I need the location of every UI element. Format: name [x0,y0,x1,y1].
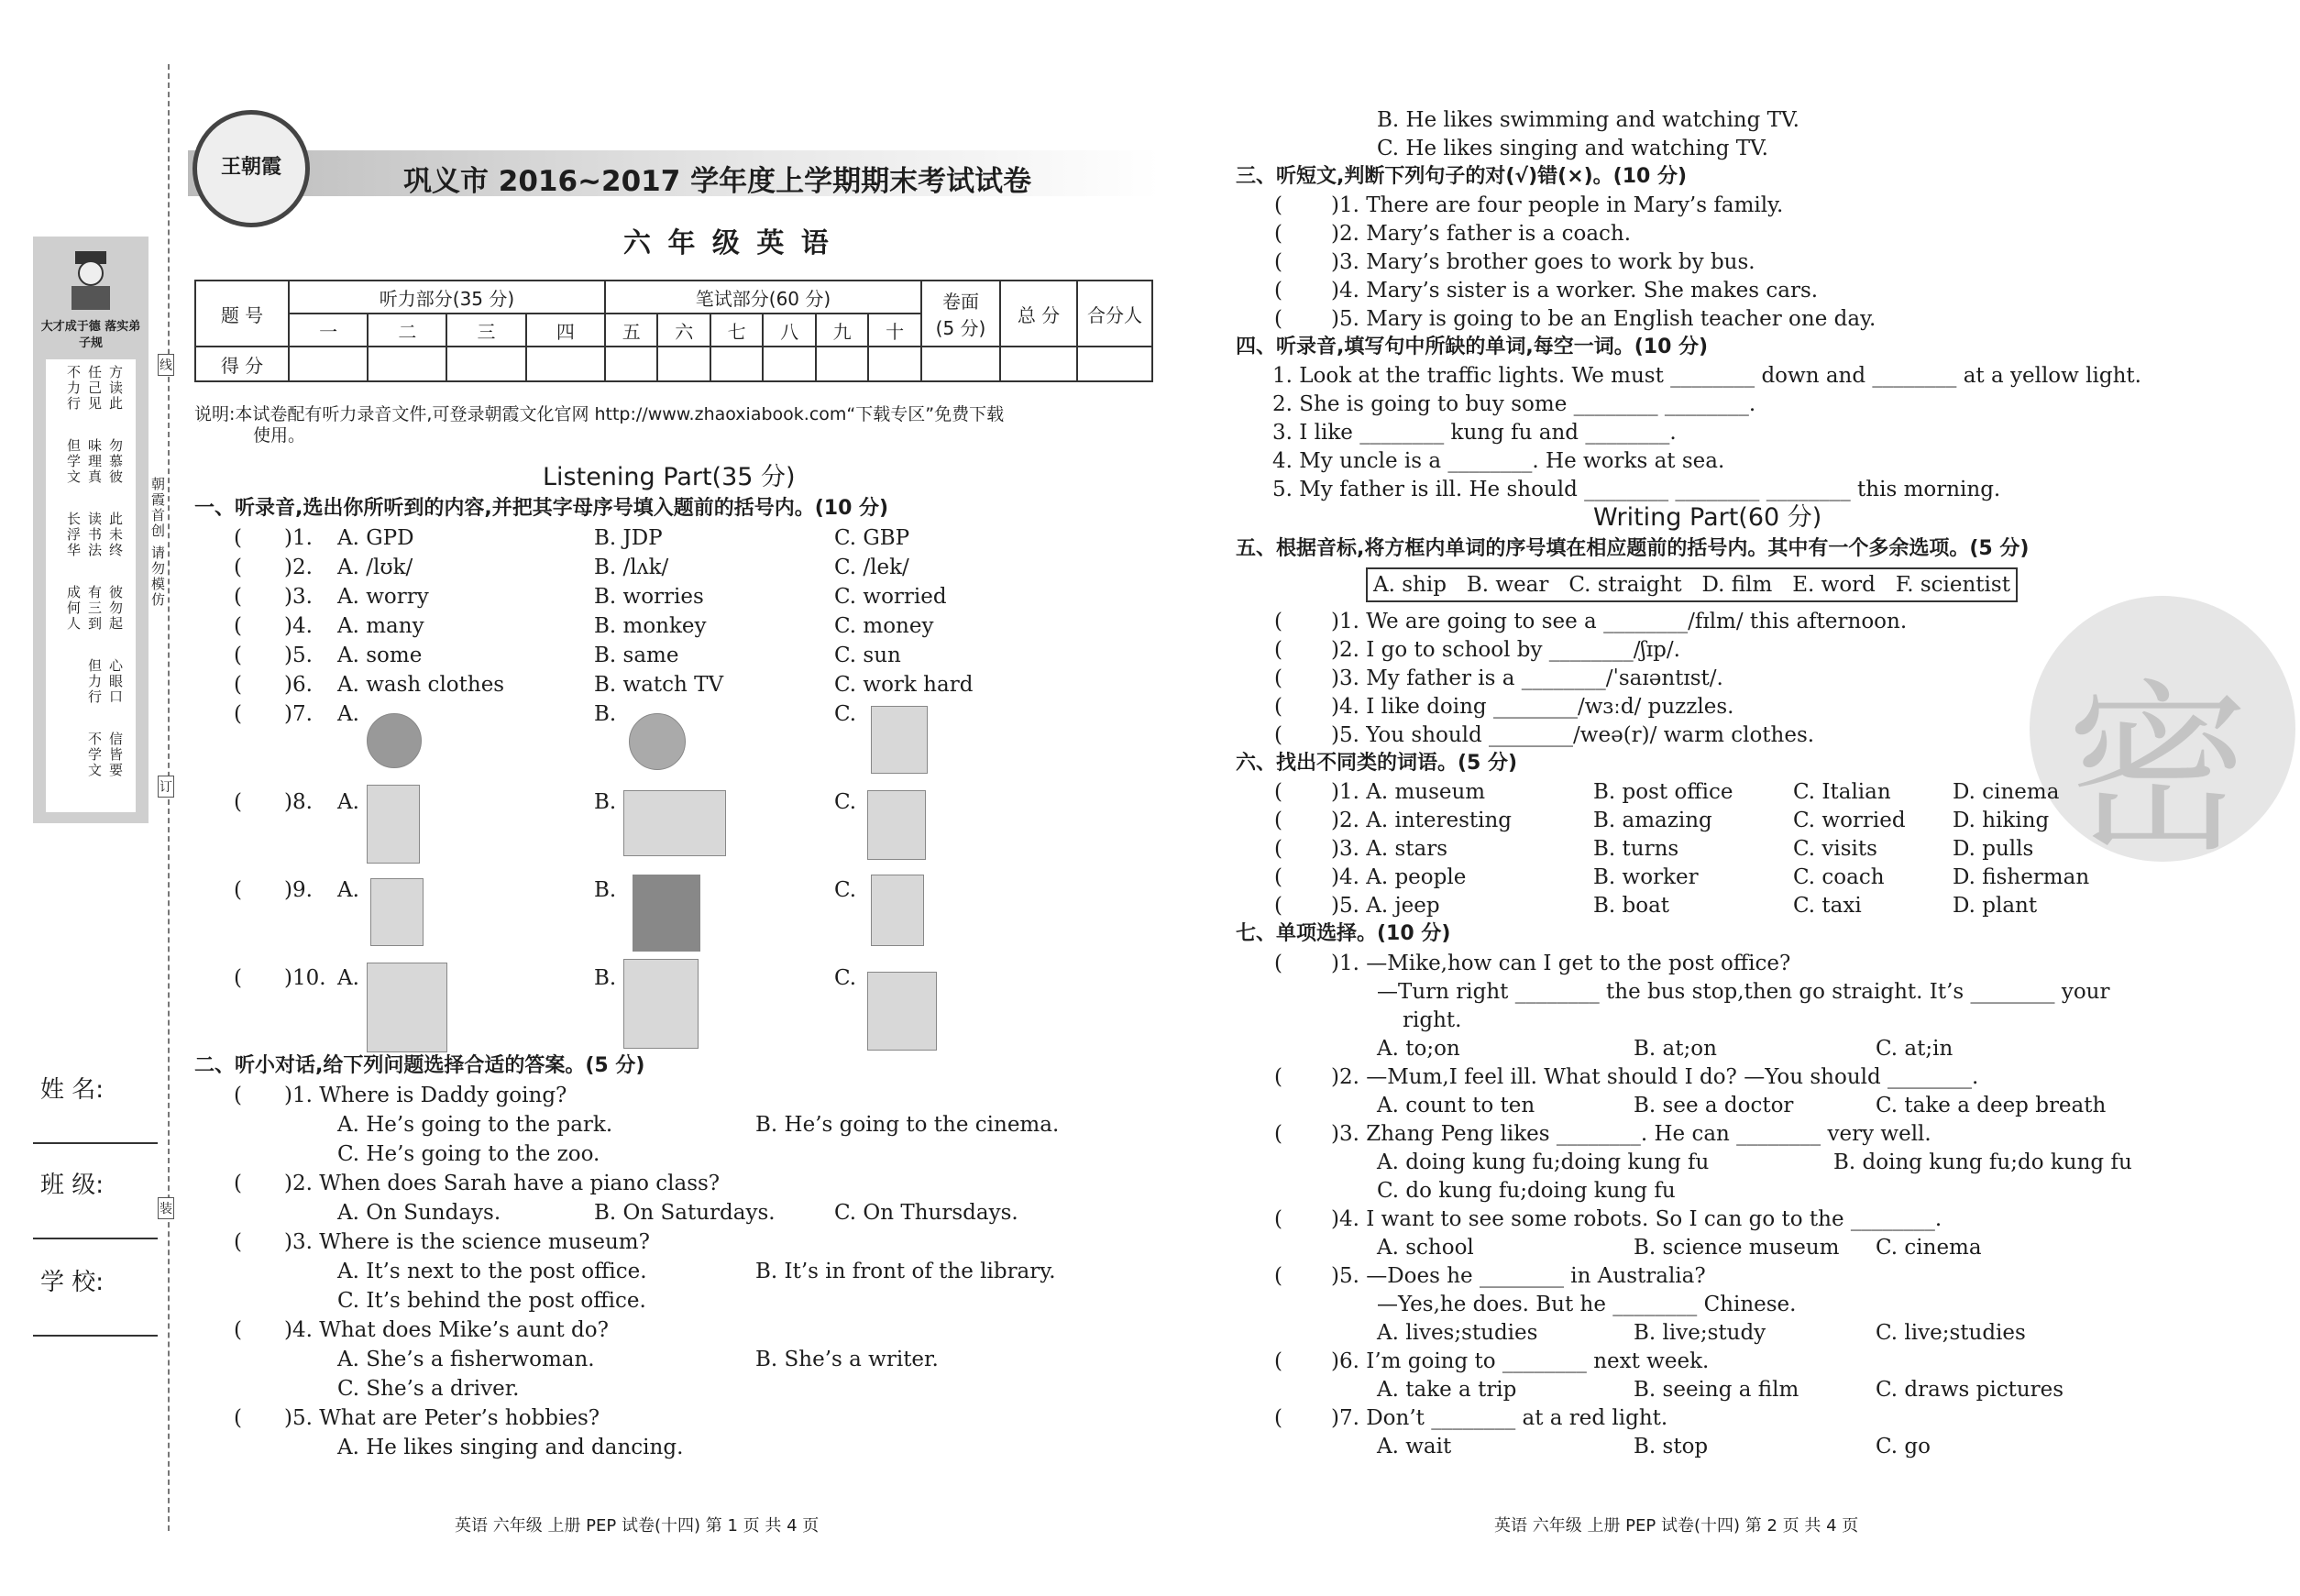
question: )3. Where is the science museum? [284,1230,650,1254]
score-header-points: (5 分) [935,317,986,339]
option-b: B. [594,702,617,726]
option-c: C. He’s going to the zoo. [337,1142,600,1166]
option-c: C. take a deep breath [1876,1094,2107,1117]
writing-part-title: Writing Part(60 分) [1593,503,1822,532]
option-c: C. [834,702,857,726]
motto-col: 方读此 [107,365,124,412]
motto-col: 信皆要 [107,732,124,778]
listening-part-title: Listening Part(35 分) [543,463,796,491]
phonetic-item: )4. I like doing ________/wɜːd/ puzzles. [1331,695,1734,719]
score-cell[interactable] [605,347,657,381]
score-num: 三 [446,314,525,347]
option-a: A. worry [337,585,429,609]
option-b: B. monkey [594,614,707,638]
answer-paren[interactable]: ( [234,966,242,990]
option-a: A. He likes singing and dancing. [337,1436,684,1459]
section-7-title: 七、单项选择。(10 分) [1236,922,1451,945]
answer-paren[interactable]: ( [234,1406,242,1430]
football-boy-picture [367,963,447,1052]
option-a: A. [337,878,359,902]
answer-paren[interactable]: ( [234,673,242,697]
option-c: C. go [1876,1435,1931,1458]
fill-blank-item: 2. She is going to buy some ________ ________. [1272,392,1756,416]
answer-paren[interactable]: ( [1274,610,1282,633]
answer-paren[interactable]: ( [234,1084,242,1107]
option-c: C. She’s a driver. [337,1377,520,1401]
option-a: A. wash clothes [337,673,505,697]
fill-blank-item: 1. Look at the traffic lights. We must ________ down and ________ at a yellow light. [1272,364,2141,388]
score-num: 十 [868,314,921,347]
boy-cartoon-picture [367,785,420,864]
answer-paren[interactable]: ( [234,585,242,609]
option-a: A. to;on [1377,1037,1460,1061]
option-b: B. worries [594,585,704,609]
option-b: B. at;on [1634,1037,1717,1061]
option-b: B. science museum [1634,1236,1840,1260]
motto-col: 成何人 [65,585,82,632]
option-a: A. On Sundays. [337,1201,501,1225]
option-d: D. plant [1953,894,2038,918]
answer-paren[interactable]: ( [1274,894,1282,918]
fill-blank-item: 5. My father is ill. He should ________ ________ ________ this morning. [1272,478,2001,501]
score-header-label: 卷面 [942,291,979,313]
score-header: 听力部分(35 分) [289,281,605,314]
answer-paren[interactable]: ( [234,1318,242,1342]
answer-paren[interactable]: ( [1274,307,1282,331]
motto-col: 长浮华 [65,512,82,558]
option-c: C. It’s behind the post office. [337,1289,646,1313]
motto-col: 任己见 [86,365,103,412]
option-c: C. On Thursdays. [834,1201,1018,1225]
motto-col: 但学文 [65,438,82,485]
option-a: A. school [1377,1236,1474,1260]
motto-col: 有三到 [86,585,103,632]
answer-paren[interactable]: ( [234,1172,242,1195]
word-box: A. ship B. wear C. straight D. film E. word F. scientist [1366,567,2018,602]
section-1-title: 一、听录音,选出你所听到的内容,并把其字母序号填入题前的括号内。(10 分) [194,497,889,520]
phonetic-item: )1. We are going to see a ________/fɪlm/ this afternoon. [1331,610,1908,633]
option-b: B. see a doctor [1634,1094,1794,1117]
answer-paren[interactable]: ( [1274,1065,1282,1089]
section-2-title: 二、听小对话,给下列问题选择合适的答案。(5 分) [194,1054,645,1077]
question: )7. Don’t ________ at a red light. [1331,1406,1668,1430]
option-b: B. [594,878,617,902]
option-b: B. seeing a film [1634,1378,1799,1402]
storybook-picture [871,875,924,946]
answer-paren[interactable]: ( [1274,723,1282,747]
answer-paren[interactable]: ( [1274,666,1282,690]
note-line: 说明:本试卷配有听力录音文件,可登录朝霞文化官网 http://www.zhaoxiabook.com“下载专区”免费下载 [194,404,1005,424]
name-label: 姓 名: [40,1076,105,1104]
motto-col: 心眼口 [107,658,124,705]
section-6-title: 六、找出不同类的词语。(5 分) [1236,752,1518,775]
question-num: )8. [284,790,313,814]
answer-paren[interactable]: ( [1274,222,1282,246]
score-num: 一 [289,314,368,347]
phonetic-item: )2. I go to school by ________/ʃɪp/. [1331,638,1680,662]
answer-paren[interactable]: ( [1274,1122,1282,1146]
question: )5. —Does he ________ in Australia? [1331,1264,1706,1288]
option-c: C. sun [834,644,901,667]
question: )2. —Mum,I feel ill. What should I do? —You should ________. [1331,1065,1979,1089]
logo-text: 王朝霞 [220,155,281,179]
question-num: )3. [284,585,313,609]
option-a: A. lives;studies [1377,1321,1538,1345]
answer-paren[interactable]: ( [234,878,242,902]
option-c: C. Italian [1793,780,1891,804]
score-cell[interactable] [368,347,446,381]
option-d: D. hiking [1953,809,2050,832]
motto-col: 勿慕彼 [107,438,124,485]
option-b: B. worker [1593,865,1699,889]
option-c: C. at;in [1876,1037,1953,1061]
section-4-title: 四、听录音,填写句中所缺的单词,每空一词。(10 分) [1236,336,1709,358]
score-num: 二 [368,314,446,347]
laughing-face-picture [629,713,686,770]
option-a: A. many [337,614,424,638]
option-b: B. doing kung fu;do kung fu [1833,1150,2132,1174]
statement: )5. Mary is going to be an English teacher one day. [1331,307,1876,331]
class-label: 班 级: [40,1172,105,1199]
answer-paren[interactable]: ( [234,614,242,638]
option-a: )1. A. museum [1331,780,1486,804]
option-c: C. GBP [834,526,910,550]
answer-paren[interactable]: ( [1274,952,1282,975]
option-b: B. She’s a writer. [755,1348,939,1371]
option-b: B. amazing [1593,809,1712,832]
option-b: B. [594,790,617,814]
answer-paren[interactable]: ( [1274,250,1282,274]
score-num: 八 [763,314,815,347]
motto-col: 彼勿起 [107,585,124,632]
option-c: C. [834,878,857,902]
question: )2. When does Sarah have a piano class? [284,1172,721,1195]
option-a: A. [337,966,359,990]
option-b: B. watch TV [594,673,724,697]
motto-col: 读书法 [86,512,103,558]
option-b: B. He likes swimming and watching TV. [1377,108,1799,132]
option-d: D. pulls [1953,837,2034,861]
ping-pong-picture [867,972,937,1051]
option-b: B. post office [1593,780,1733,804]
book-picture [633,875,700,952]
score-header: 题 号 [195,281,289,347]
question: )1. Where is Daddy going? [284,1084,567,1107]
motto-top: 大才成于德 落实弟子规 [40,320,141,350]
question-line: —Turn right ________ the bus stop,then go straight. It’s ________ your [1377,980,2110,1004]
question: )4. I want to see some robots. So I can go to the ________. [1331,1207,1942,1231]
option-a: )2. A. interesting [1331,809,1513,832]
answer-paren[interactable]: ( [1274,638,1282,662]
question-num: )9. [284,878,313,902]
option-a: A. /lʊk/ [337,556,413,579]
crying-face-picture [367,713,422,768]
score-header [921,281,1000,347]
answer-paren[interactable]: ( [1274,837,1282,861]
answer-paren[interactable]: ( [1274,1264,1282,1288]
answer-paren[interactable]: ( [234,790,242,814]
option-c: C. work hard [834,673,974,697]
option-b: B. boat [1593,894,1670,918]
option-c: C. money [834,614,934,638]
option-b: B. JDP [594,526,663,550]
motto-col: 不学文 [86,732,103,778]
score-cell[interactable] [868,347,921,381]
answer-paren[interactable]: ( [1274,780,1282,804]
option-a: A. He’s going to the park. [337,1113,613,1137]
option-b: B. /lʌk/ [594,556,669,579]
option-c: C. [834,966,857,990]
option-a: A. doing kung fu;doing kung fu [1377,1150,1710,1174]
option-a: )5. A. jeep [1331,894,1440,918]
statement: )4. Mary’s sister is a worker. She makes cars. [1331,279,1819,303]
score-cell[interactable] [1000,347,1077,381]
school-label: 学 校: [40,1269,105,1296]
question: )3. Zhang Peng likes ________. He can ________ very well. [1331,1122,1931,1146]
option-a: A. [337,702,359,726]
score-header: 笔试部分(60 分) [605,281,921,314]
answer-paren[interactable]: ( [1274,279,1282,303]
name-field[interactable] [33,1142,158,1144]
option-a: A. some [337,644,423,667]
option-b: B. He’s going to the cinema. [755,1113,1060,1137]
score-cell[interactable] [446,347,525,381]
children-cartoon-picture [623,790,726,856]
option-b: B. live;study [1634,1321,1766,1345]
option-c: C. cinema [1876,1236,1982,1260]
phonetic-item: )5. You should ________/weə(r)/ warm clothes. [1331,723,1815,747]
binding-dashed-line [168,64,170,1531]
answer-paren[interactable]: ( [234,644,242,667]
motto-col: 但力行 [86,658,103,705]
running-boy-picture [867,790,926,860]
statement: )2. Mary’s father is a coach. [1331,222,1632,246]
question-num: )4. [284,614,313,638]
answer-paren[interactable]: ( [1274,695,1282,719]
option-a: A. It’s next to the post office. [337,1260,647,1283]
option-a: )4. A. people [1331,865,1467,889]
motto-panel [33,237,149,823]
option-c: C. worried [1793,809,1906,832]
question: )1. —Mike,how can I get to the post office? [1331,952,1791,975]
option-c: C. worried [834,585,947,609]
logo-seal [193,110,310,227]
basketball-boy-picture [623,959,699,1049]
score-label: 得 分 [195,347,289,381]
score-header: 总 分 [1000,281,1077,347]
score-num: 四 [526,314,605,347]
answer-paren[interactable]: ( [234,702,242,726]
option-d: D. fisherman [1953,865,2090,889]
option-a: )3. A. stars [1331,837,1448,861]
score-cell[interactable] [710,347,763,381]
answer-paren[interactable]: ( [234,526,242,550]
school-field[interactable] [33,1335,158,1337]
option-a: A. count to ten [1377,1094,1535,1117]
option-a: A. She’s a fisherwoman. [337,1348,595,1371]
option-b: B. stop [1634,1435,1709,1458]
question: )5. What are Peter’s hobbies? [284,1406,600,1430]
motto-col: 此未终 [107,512,124,558]
page-title: 巩义市 2016~2017 学年度上学期期末考试试卷 [403,165,1032,198]
answer-paren[interactable]: ( [234,556,242,579]
score-cell[interactable] [526,347,605,381]
option-a: A. take a trip [1377,1378,1517,1402]
option-b: B. On Saturdays. [594,1201,776,1225]
section-3-title: 三、听短文,判断下列句子的对(√)错(×)。(10 分) [1236,165,1688,188]
question-num: )1. [284,526,313,550]
score-cell[interactable] [921,347,1000,381]
score-cell[interactable] [1077,347,1152,381]
question-num: )10. [284,966,326,990]
option-d: D. cinema [1953,780,2060,804]
motto-col: 不力行 [65,365,82,412]
option-c: C. taxi [1793,894,1862,918]
note-line: 使用。 [253,425,306,446]
option-b: B. same [594,644,679,667]
option-b: B. turns [1593,837,1679,861]
fill-blank-item: 3. I like ________ kung fu and ________. [1272,421,1677,445]
score-cell[interactable] [289,347,368,381]
answer-paren[interactable]: ( [1274,1349,1282,1373]
option-c: C. He likes singing and watching TV. [1377,137,1768,160]
statement: )1. There are four people in Mary’s family. [1331,193,1784,217]
section-5-title: 五、根据音标,将方框内单词的序号填在相应题前的括号内。其中有一个多余选项。(5 分) [1236,537,2030,560]
answer-paren[interactable]: ( [1274,1406,1282,1430]
question: )6. I’m going to ________ next week. [1331,1349,1710,1373]
option-c: C. /lek/ [834,556,909,579]
scholar-figure-icon [64,249,117,314]
seal-char: 装 [158,1197,174,1219]
option-a: A. [337,790,359,814]
seal-char: 订 [158,776,174,798]
question-line: —Yes,he does. But he ________ Chinese. [1377,1293,1797,1316]
answer-paren[interactable]: ( [1274,193,1282,217]
class-field[interactable] [33,1238,158,1239]
score-cell[interactable] [763,347,815,381]
score-num: 九 [816,314,868,347]
option-a: A. GPD [337,526,414,550]
footer-right: 英语 六年级 上册 PEP 试卷(十四) 第 2 页 共 4 页 [1494,1516,1859,1535]
score-num: 六 [657,314,710,347]
math-book-picture [370,878,424,946]
question-num: )6. [284,673,313,697]
phonetic-item: )3. My father is a ________/ˈsaɪəntɪst/. [1331,666,1723,690]
option-b: B. It’s in front of the library. [755,1260,1056,1283]
option-c: C. coach [1793,865,1885,889]
answer-paren[interactable]: ( [234,1230,242,1254]
option-c: C. live;studies [1876,1321,2026,1345]
question-num: )5. [284,644,313,667]
option-c: C. visits [1793,837,1877,861]
motto-col: 味理真 [86,438,103,485]
girl-cartoon-picture [871,706,928,774]
answer-paren[interactable]: ( [1274,809,1282,832]
watermark-seal [2030,596,2295,862]
binding-note: 朝霞首创 请勿模仿 [149,477,166,608]
option-c: C. do kung fu;doing kung fu [1377,1179,1676,1203]
answer-paren[interactable]: ( [1274,1207,1282,1231]
option-a: A. wait [1377,1435,1452,1458]
answer-paren[interactable]: ( [1274,865,1282,889]
option-b: B. [594,966,617,990]
question: )4. What does Mike’s aunt do? [284,1318,609,1342]
score-num: 七 [710,314,763,347]
score-table [194,280,1153,382]
option-c: C. [834,790,857,814]
page-subtitle: 六 年 级 英 语 [623,227,832,259]
footer-left: 英语 六年级 上册 PEP 试卷(十四) 第 1 页 共 4 页 [455,1516,820,1535]
question-num: )7. [284,702,313,726]
option-c: C. draws pictures [1876,1378,2064,1402]
fill-blank-item: 4. My uncle is a ________. He works at sea. [1272,449,1725,473]
seal-char: 线 [158,354,174,376]
question-num: )2. [284,556,313,579]
score-num: 五 [605,314,657,347]
watermark-char: 密 [2066,664,2250,862]
score-cell[interactable] [816,347,868,381]
score-cell[interactable] [657,347,710,381]
score-header: 合分人 [1077,281,1152,347]
question-line: right. [1403,1008,1462,1032]
statement: )3. Mary’s brother goes to work by bus. [1331,250,1755,274]
